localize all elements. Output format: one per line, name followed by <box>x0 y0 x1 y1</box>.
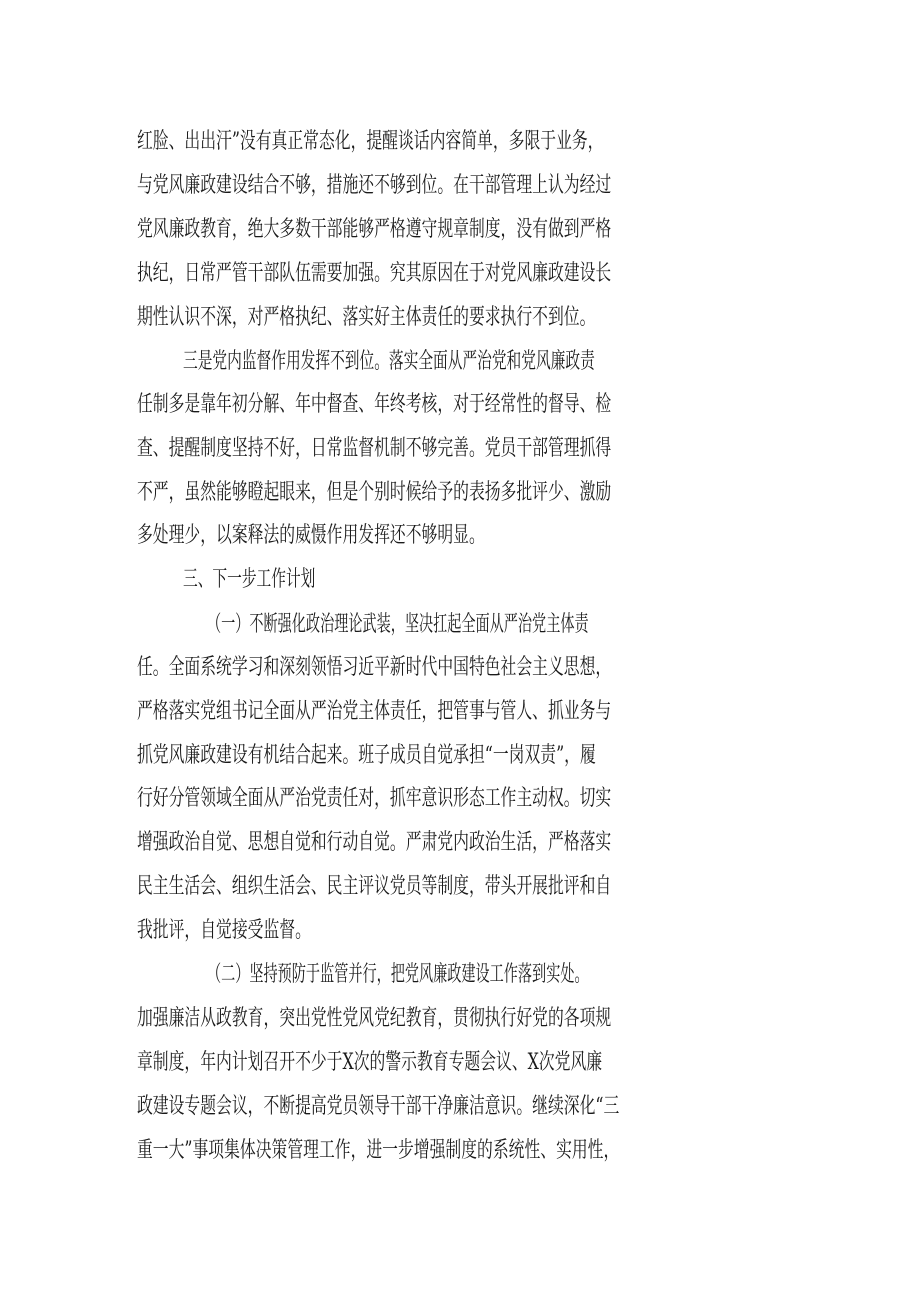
text-line: （一）不断强化政治理论武装，坚决扛起全面从严治党主体责 <box>207 612 589 637</box>
text-line: 我批评，自觉接受监督。 <box>137 918 311 943</box>
text-line: （二）坚持预防于监管并行，把党风廉政建设工作落到实处。 <box>207 962 589 987</box>
text-line: 行好分管领域全面从严治党责任对，抓牢意识形态工作主动权。切实 <box>137 786 612 811</box>
text-line: 查、提醒制度坚持不好，日常监督机制不够完善。党员干部管理抓得 <box>137 436 612 461</box>
text-line: 三是党内监督作用发挥不到位。落实全面从严治党和党风廉政责 <box>183 349 595 374</box>
text-line: 抓党风廉政建设有机结合起来。班子成员自觉承担“一岗双责”，履 <box>137 743 596 768</box>
text-line: 红脸、出出汗”没有真正常态化，提醒谈话内容简单，多限于业务， <box>137 129 604 154</box>
text-line: 党风廉政教育，绝大多数干部能够严格遵守规章制度，没有做到严格 <box>137 217 612 242</box>
text-line: 与党风廉政建设结合不够，措施还不够到位。在干部管理上认为经过 <box>137 173 612 198</box>
text-line: 期性认识不深，对严格执纪、落实好主体责任的要求执行不到位。 <box>137 305 596 330</box>
text-line: 严格落实党组书记全面从严治党主体责任，把管事与管人、抓业务与 <box>137 699 612 724</box>
text-line: 任制多是靠年初分解、年中督查、年终考核，对于经常性的督导、检 <box>137 392 612 417</box>
text-line: 重一大”事项集体决策管理工作，进一步增强制度的系统性、实用性， <box>137 1138 620 1163</box>
text-line: 增强政治自觉、思想自觉和行动自觉。严肃党内政治生活，严格落实 <box>137 830 612 855</box>
text-line: 民主生活会、组织生活会、民主评议党员等制度，带头开展批评和自 <box>137 874 612 899</box>
text-line: 任。全面系统学习和深刻领悟习近平新时代中国特色社会主义思想， <box>137 655 612 680</box>
text-line: 政建设专题会议，不断提高党员领导干部干净廉洁意识。继续深化“三 <box>137 1094 620 1119</box>
text-line: 不严，虽然能够瞪起眼来，但是个别时候给予的表扬多批评少、激励 <box>137 480 612 505</box>
text-line: 章制度，年内计划召开不少于X次的警示教育专题会议、X次党风廉 <box>137 1050 603 1075</box>
text-line: 执纪，日常严管干部队伍需要加强。究其原因在于对党风廉政建设长 <box>137 261 612 286</box>
section-heading: 三、下一步工作计划 <box>183 567 316 592</box>
text-line: 多处理少，以案释法的威慑作用发挥还不够明显。 <box>137 523 485 548</box>
text-line: 加强廉洁从政教育，突出党性党风党纪教育，贯彻执行好党的各项规 <box>137 1006 612 1031</box>
